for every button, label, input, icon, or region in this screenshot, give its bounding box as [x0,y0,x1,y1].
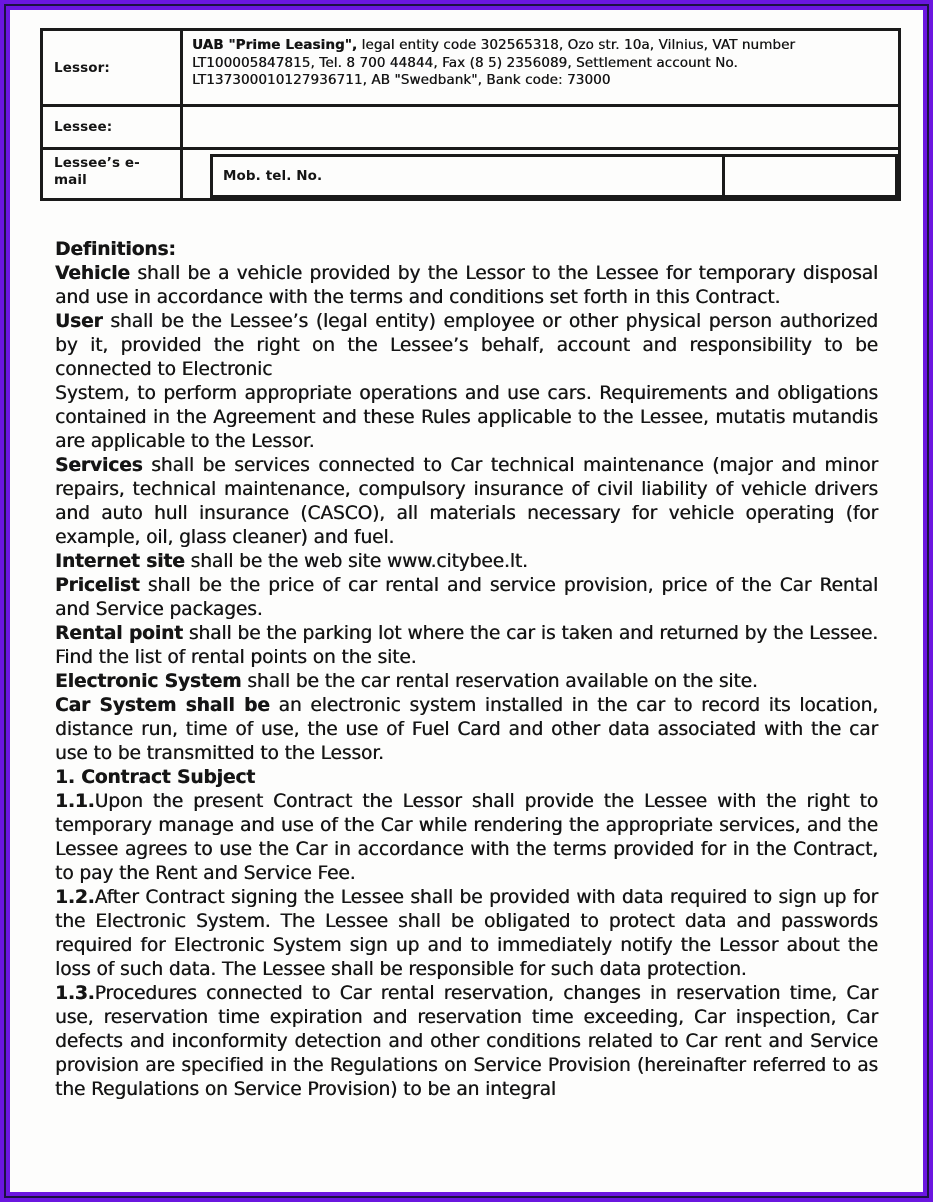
section-1-heading: 1. Contract Subject [55,767,256,788]
definition-user-continued: System, to perform appropriate operations and use cars. Requirements and obligations contained in the Agreement and these Rules applicable to the Lessee, mutatis mutandis are applicable to the Lessor. [55,383,878,452]
contract-sheet [10,10,923,1192]
clause-1-2: 1.2.After Contract signing the Lessee shall be provided with data required to sign up for the Electronic System. The Lessee shall be obligated to protect data and passwords required for Electronic System sign up and to immediately notify the Lessor about the loss of such data. The Lessee shall be responsible for such data protection. [55,887,878,980]
definition-services: Services shall be services connected to Car technical maintenance (major and minor repairs, technical maintenance, compulsory insurance of civil liability of vehicle drivers and auto hull insurance (CASCO), all materials necessary for vehicle operating (for example, oil, glass cleaner) and fuel. [55,455,878,548]
parties-table [40,28,901,201]
definition-pricelist: Pricelist shall be the price of car rental and service provision, price of the Car Rental and Service packages. [55,575,878,620]
definitions-heading: Definitions: [55,239,176,260]
lessor-company-details: legal entity code 302565318, Ozo str. 10a, Vilnius, VAT number LT100005847815, Tel. 8 700 44844, Fax (8 5) 2356089, Settlement account No. LT137300010127936711, AB "Swedbank", Bank code: 73000 [192,37,796,88]
definition-electronic-system: Electronic System shall be the car rental reservation available on the site. [55,671,758,692]
contact-spacer-cell [183,150,210,198]
definition-internet-site: Internet site shall be the web site www.citybee.lt. [55,551,528,572]
lessee-row [43,104,898,147]
lessor-value [183,31,898,104]
lessor-label [43,31,183,104]
mobile-value-empty [722,157,895,195]
contact-row [43,147,898,198]
lessor-row [43,31,898,104]
clause-1-3: 1.3.Procedures connected to Car rental reservation, changes in reservation time, Car use, reservation time expiration and reservation time exceeding, Car inspection, Car defects and inconformity detection and other conditions related to Car rent and Service provision are specified in the Regulations on Service Provision (hereinafter referred to as the Regulations on Service Provision) to be an integral [55,983,878,1100]
clause-1-1: 1.1.Upon the present Contract the Lessor shall provide the Lessee with the right to temporary manage and use of the Car while rendering the appropriate services, and the Lessee agrees to use the Car in accordance with the terms provided for in the Contract, to pay the Rent and Service Fee. [55,791,878,884]
definition-rental-point: Rental point shall be the parking lot where the car is taken and returned by the Lessee. Find the list of rental points on the site. [55,623,878,668]
definition-user: User shall be the Lessee’s (legal entity) employee or other physical person authorized by it, provided the right on the Lessee’s behalf, account and responsibility to be connected to Electronic [55,311,878,380]
mobile-label [213,157,722,195]
lessor-label-text: Lessor: [54,59,110,76]
contract-body [55,238,878,1102]
lessee-label [43,107,183,147]
lessor-company-name: UAB "Prime Leasing", [192,37,358,53]
mobile-label-text: Mob. tel. No. [223,168,323,184]
lessee-label-text: Lessee: [54,119,113,135]
definition-car-system: Car System shall be an electronic system installed in the car to record its location, distance run, time of use, the use of Fuel Card and other data associated with the car use to be transmitted to the Lessor. [55,695,879,764]
lessee-value-empty [183,107,898,147]
lessee-email-label [43,150,183,198]
page-border-dark-line [4,4,929,1198]
lessee-email-label-text: Lessee’s e-mail [54,155,140,188]
page-border-inner [6,6,927,1196]
mobile-box [210,154,898,198]
definition-vehicle: Vehicle shall be a vehicle provided by the Lessor to the Lessee for temporary disposal and use in accordance with the terms and conditions set forth in this Contract. [55,263,878,308]
